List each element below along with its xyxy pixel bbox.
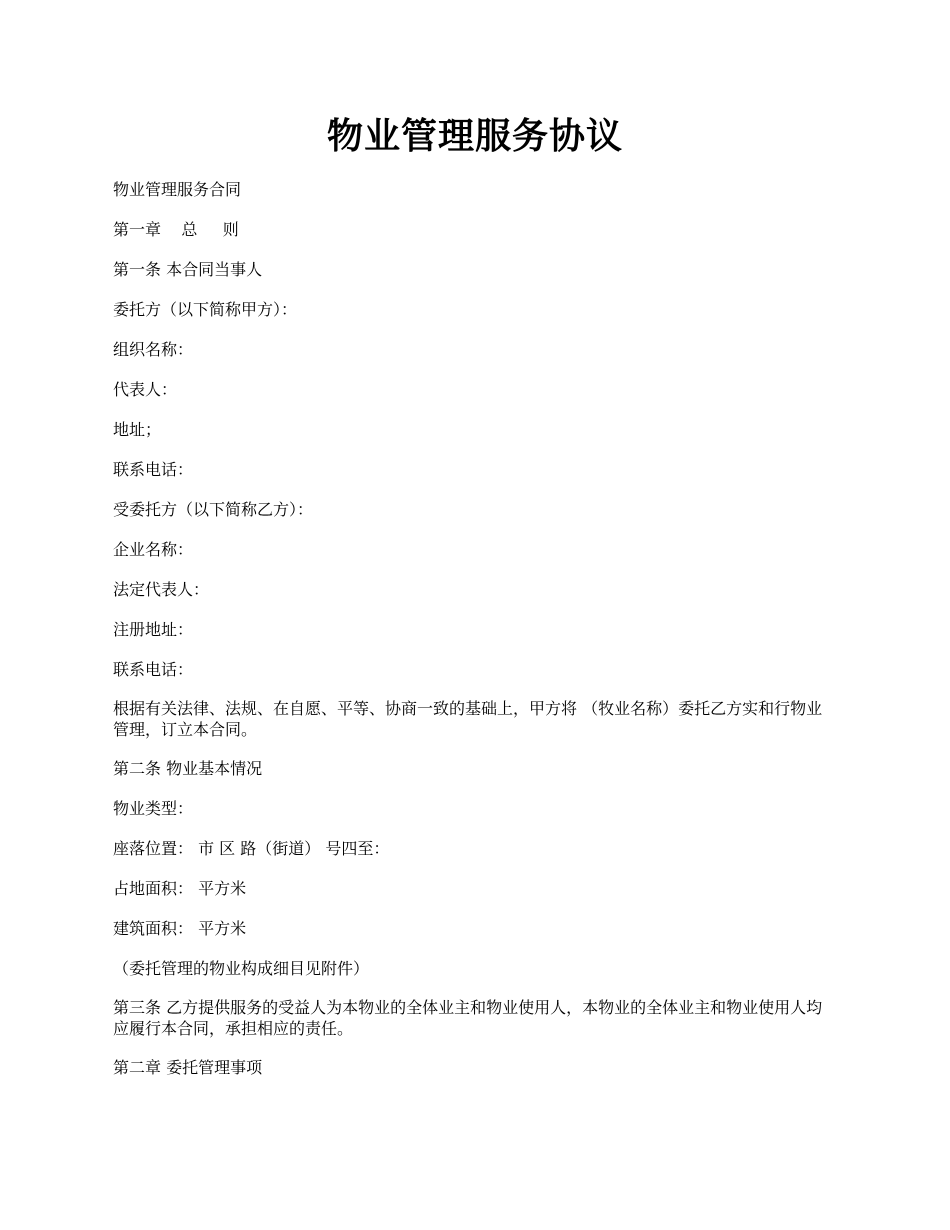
paragraph-building-area: 建筑面积： 平方米 xyxy=(113,919,247,938)
paragraph-location: 座落位置： 市 区 路（街道） 号四至： xyxy=(113,839,390,858)
paragraph-article-1: 第一条 本合同当事人 xyxy=(113,260,263,279)
paragraph-chapter-1: 第一章 总 则 xyxy=(113,220,239,239)
paragraph-article-2: 第二条 物业基本情况 xyxy=(113,759,263,778)
paragraph-address: 地址； xyxy=(113,420,162,439)
paragraph-party-b: 受委托方（以下简称乙方）： xyxy=(113,500,314,519)
paragraph-chapter-2: 第二章 委托管理事项 xyxy=(113,1058,263,1077)
paragraph-legal-rep: 法定代表人： xyxy=(113,580,210,599)
paragraph-property-type: 物业类型： xyxy=(113,799,194,818)
paragraph-registered-address: 注册地址： xyxy=(113,620,194,639)
document-body xyxy=(113,178,833,1096)
paragraph-attachment-note: （委托管理的物业构成细目见附件） xyxy=(113,959,370,978)
paragraph-article-3: 第三条 乙方提供服务的受益人为本物业的全体业主和物业使用人，本物业的全体业主和物业使用人均应履行本合同，承担相应的责任。 xyxy=(113,998,823,1038)
paragraph-phone-b: 联系电话： xyxy=(113,660,194,679)
paragraph-land-area: 占地面积： 平方米 xyxy=(113,879,247,898)
paragraph-contract-name: 物业管理服务合同 xyxy=(113,180,242,199)
paragraph-party-a: 委托方（以下简称甲方）： xyxy=(113,300,298,319)
paragraph-company-name: 企业名称： xyxy=(113,540,194,559)
paragraph-org-name: 组织名称： xyxy=(113,340,194,359)
paragraph-representative: 代表人： xyxy=(113,380,178,399)
paragraph-agreement-basis: 根据有关法律、法规、在自愿、平等、协商一致的基础上，甲方将 （牧业名称）委托乙方实和行物业管理，订立本合同。 xyxy=(113,699,823,739)
document-title: 物业管理服务协议 xyxy=(326,115,623,157)
paragraph-phone-a: 联系电话： xyxy=(113,460,194,479)
